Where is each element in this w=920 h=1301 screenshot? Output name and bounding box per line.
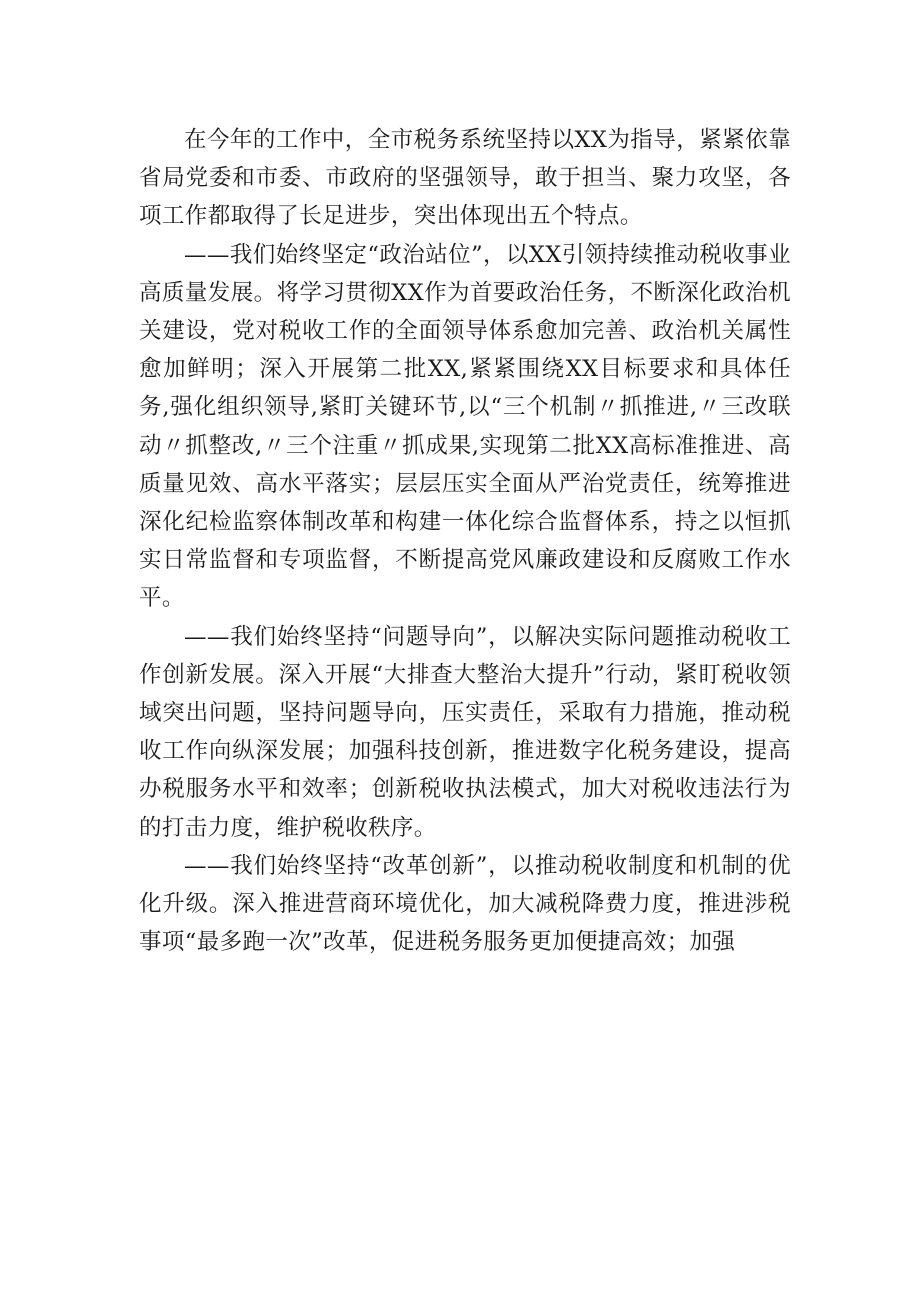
paragraph-intro: 在今年的工作中，全市税务系统坚持以XX为指导，紧紧依靠省局党委和市委、市政府的坚强领导，敢于担当、聚力攻坚，各项工作都取得了长足进步，突出体现出五个特点。 (139, 127, 791, 230)
paragraph-problem-orientation: ——我们始终坚持“问题导向”，以解决实际问题推动税收工作创新发展。深入开展“大排查大整治大提升”行动，紧盯税收领域突出问题，坚持问题导向，压实责任，采取有力措施，推动税收工作向纵深发展；加强科技创新，推进数字化税务建设，提高办税服务水平和效率；创新税收执法模式，加大对税收违法行为的打击力度，维护税收秩序。 (139, 623, 791, 841)
paragraph-reform-innovation: ——我们始终坚持“改革创新”，以推动税收制度和机制的优化升级。深入推进营商环境优化，加大减税降费力度，推进涉税事项“最多跑一次”改革，促进税务服务更加便捷高效；加强 (139, 852, 791, 956)
document-body (139, 121, 791, 961)
paragraph-political-stance: ——我们始终坚定“政治站位”，以XX引领持续推动税收事业高质量发展。将学习贯彻XX作为首要政治任务，不断深化政治机关建设，党对税收工作的全面领导体系愈加完善、政治机关属性愈加鲜明；深入开展第二批XX,紧紧围绕XX目标要求和具体任务,强化组织领导,紧盯关键环节,以“三个机制〃抓推进,〃三改联动〃抓整改,〃三个注重〃抓成果,实现第二批XX高标准推进、高质量见效、高水平落实；层层压实全面从严治党责任，统筹推进深化纪检监察体制改革和构建一体化综合监督体系，持之以恒抓实日常监督和专项监督，不断提高党风廉政建设和反腐败工作水平。 (139, 241, 791, 612)
